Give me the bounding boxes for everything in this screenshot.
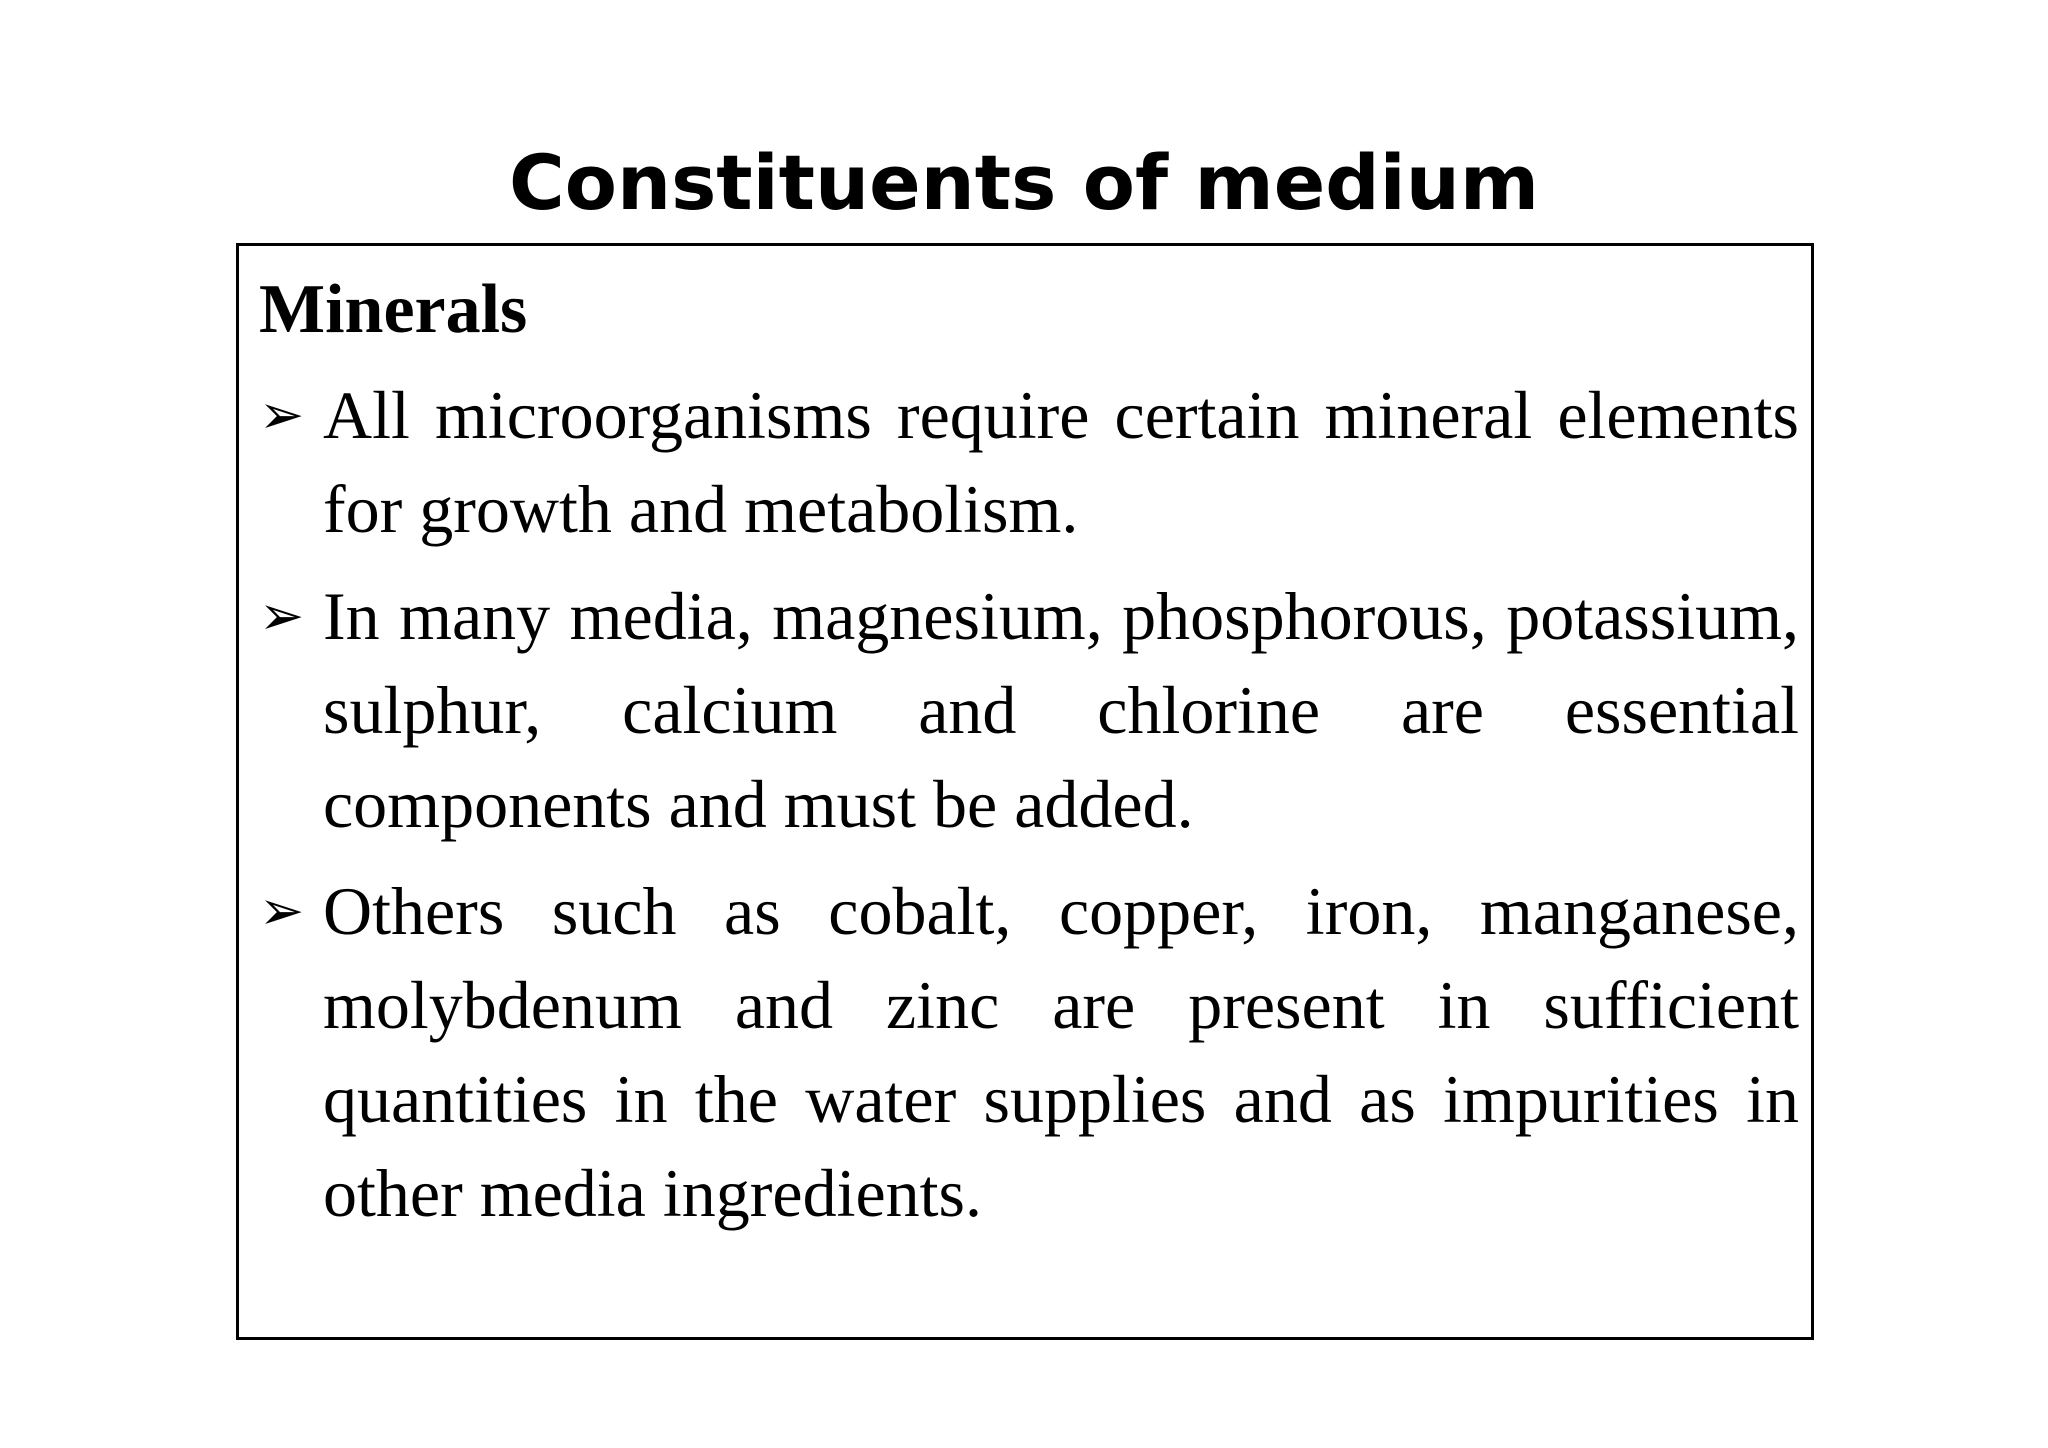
bullet-text: In many media, magnesium, phosphorous, potassium, sulphur, calcium and chlorine are essential components and must be added.: [323, 578, 1799, 842]
arrow-bullet-icon: ➢: [259, 879, 305, 942]
bullet-list: [259, 368, 1799, 1253]
list-item: [259, 368, 1799, 556]
list-item: [259, 569, 1799, 851]
content-box: [236, 243, 1814, 1340]
slide-title: Constituents of medium: [508, 138, 1540, 227]
list-item: [259, 864, 1799, 1240]
bullet-text: All microorganisms require certain mineral elements for growth and metabolism.: [323, 377, 1799, 547]
arrow-bullet-icon: ➢: [259, 383, 305, 446]
bullet-text: Others such as cobalt, copper, iron, manganese, molybdenum and zinc are present in sufficient quantities in the water supplies and as impurities in other media ingredients.: [323, 873, 1799, 1231]
arrow-bullet-icon: ➢: [259, 584, 305, 647]
section-heading: Minerals: [259, 271, 528, 348]
